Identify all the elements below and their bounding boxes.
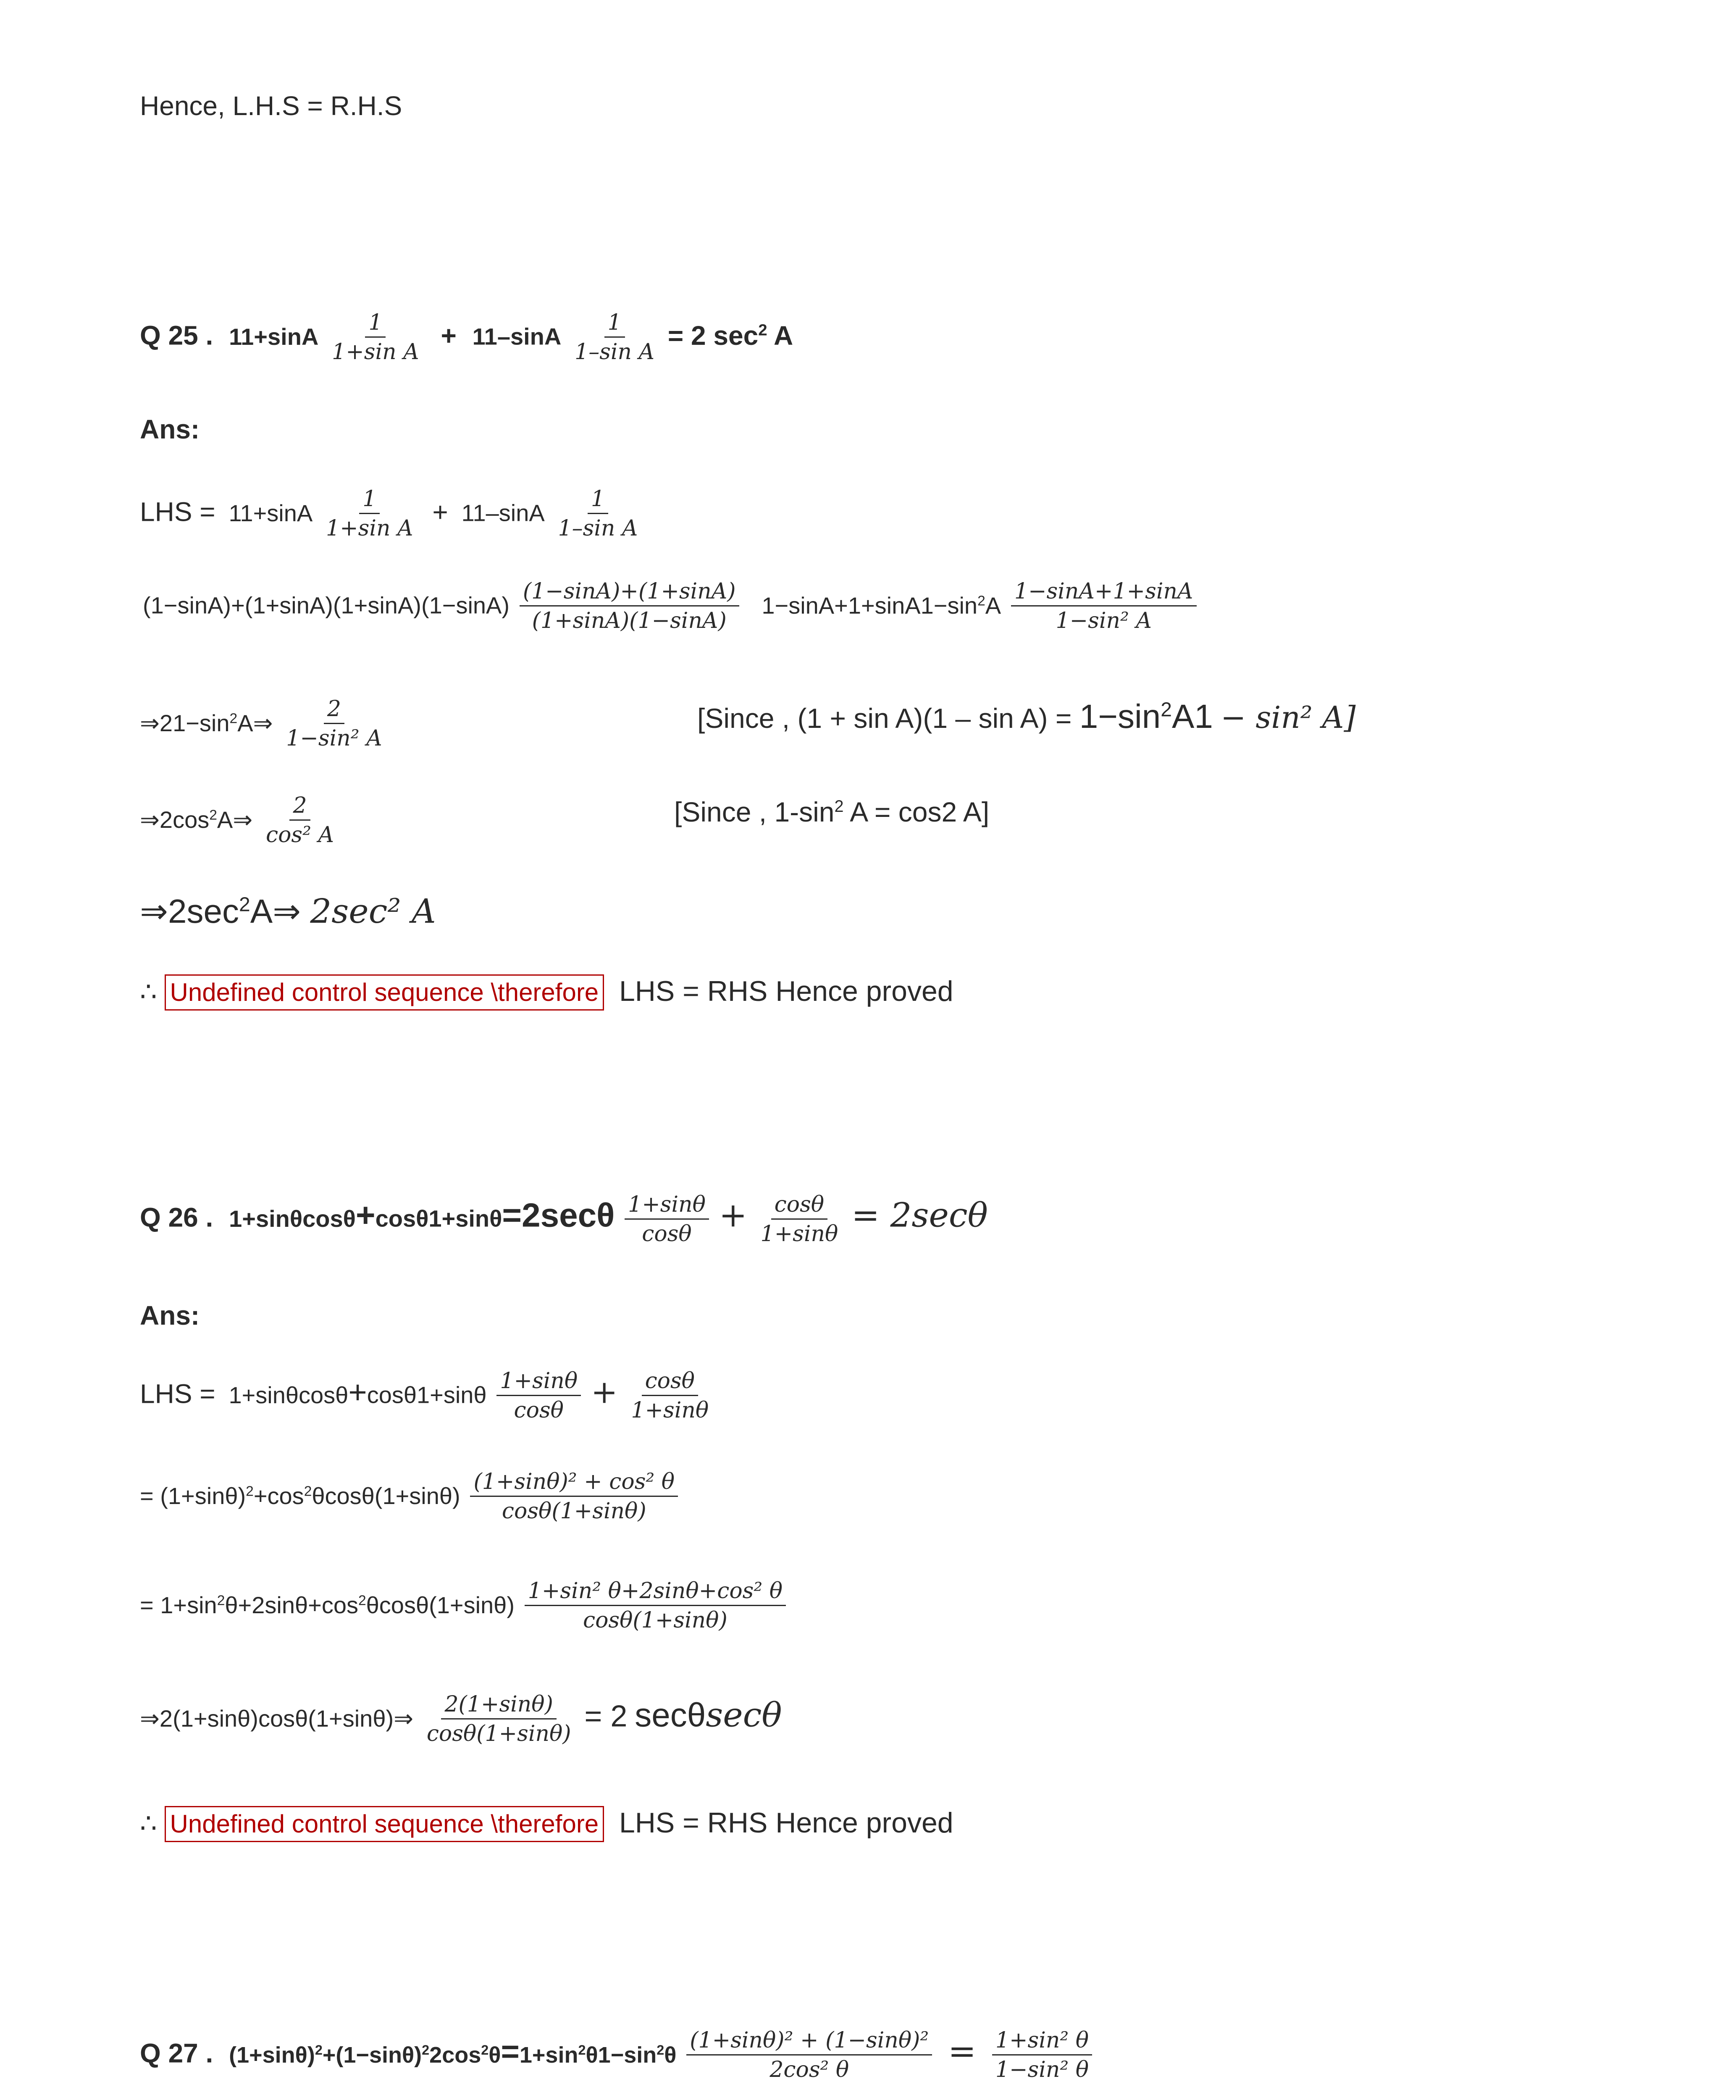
q25-conclusion (140, 974, 953, 1011)
latex-error-box: Undefined control sequence \therefore (165, 974, 604, 1011)
q25-step1b-text: $1-\sin A+1+\sin A1-\sin^2A$ (762, 592, 1001, 619)
q26-step2 (140, 1579, 788, 1633)
q26-lhs-term1: 1+sinθcosθ (228, 1381, 349, 1408)
q26-lhs-term2: cosθ1+sinθ (367, 1381, 487, 1408)
q25-frac1: $\frac{1}{\text{1+sin A}}$ (332, 310, 419, 365)
q25-step2-frac: $\frac{2}{\text{1−sin² A}}$ (286, 696, 382, 751)
q26-lhs: LHS = 1+sinθcosθ+cosθ1+sinθ $\frac{1+\sin\theta}{\cos\theta}$ + $\frac{\cos\theta}{1+\sin\theta}$ (140, 1369, 714, 1423)
q25-conclusion-text: LHS = RHS Hence proved (619, 975, 953, 1007)
q25-lhs (140, 487, 643, 541)
q26-step1 (140, 1470, 680, 1523)
q25-lhs-plus: + (432, 496, 448, 527)
q26-lhs-frac2: $\frac{\cos\theta}{1+\sin\theta}$ (631, 1368, 709, 1423)
q25-step1 (143, 580, 1199, 633)
q25-question (140, 311, 793, 364)
q25-term2: 11–sinA (472, 323, 562, 350)
q25-step3-frac: $\frac{2}{\text{cos² A}}$ (265, 793, 334, 848)
q25-step4: $\Rightarrow 2\sec^2A\Rightarrow$ 2sec² A (140, 892, 436, 931)
therefore-symbol: ∴ (140, 976, 157, 1007)
q26-lhs-frac1: $\frac{1+\sin\theta}{\cos\theta}$ (496, 1369, 581, 1423)
latex-error-box: Undefined control sequence \therefore (165, 1806, 604, 1842)
q25-step3-note: [Since , $1-\sin^2$ A = cos2 A] (674, 796, 990, 827)
q26-step3-rhs: = 2 (584, 1699, 628, 1733)
q27-term2: $1+\sin^2\theta 1-\sin^2\theta$ (519, 2042, 677, 2068)
q26-term2: cosθ1+sinθ (375, 1205, 502, 1232)
q26-step3-frac: $\frac{2(1+\sin\theta)}{\cos\theta(1+\sin\theta)}$ (426, 1692, 571, 1747)
q25-label: Q 25 . (140, 320, 213, 351)
q26-step3-rhs-big: secθ (635, 1696, 706, 1734)
q25-lhs-frac2: $\frac{1}{\text{1–sin A}}$ (558, 486, 638, 541)
q25-plus: + (441, 320, 457, 351)
q25-step3 (140, 794, 340, 847)
q25-frac2: $\frac{1}{\text{1–sin A}}$ (575, 310, 655, 365)
q25-lhs-label: LHS = (140, 496, 215, 527)
q26-frac2: $\frac{\cos\theta}{1+\sin\theta}$ (760, 1192, 838, 1247)
q25-step4-text: ⇒2sec (140, 892, 239, 930)
q26-conclusion (140, 1806, 953, 1842)
q26-term1: 1+sinθcosθ (229, 1205, 356, 1232)
q26-step2-frac: $\frac{\text{1+sin² θ+2sinθ+cos² θ}}{\cos\theta(1+\sin\theta)}$ (525, 1579, 786, 1633)
q25-step1-frac: $\frac{(1-\sin A)+(1+\sin A)}{(1+\sin A)(1-\sin A)}$ (520, 580, 739, 633)
q25-lhs-frac1: $\frac{1}{\text{1+sin A}}$ (326, 486, 413, 541)
q25-step1-text: (1−sinA)+(1+sinA)(1+sinA)(1−sinA) (143, 592, 510, 619)
q25-rhs: = 2 $\sec^2 A$ (667, 320, 793, 351)
q25-step1b-frac: $\frac{1-\sin A+1+\sin A}{\text{1−sin² A}}$ (1011, 580, 1197, 633)
q26-rhs-math: = 2secθ (851, 1195, 988, 1235)
q25-ans-label: Ans: (140, 414, 200, 444)
q27-question: Q 27 . $(1+\sin\theta)^2+(1-\sin\theta)^22\cos^2\theta=1+\sin^2\theta 1-\sin^2\theta$ $\frac{\text{(1+sinθ)² + (1−sinθ)²}}{\text{2cos² θ}}$ = $\frac{\text{1+sin² θ}}{\text{1−sin² θ}}$ (140, 2029, 1095, 2082)
q25-step4-math: 2sec² A (310, 892, 436, 931)
q25-step2-text: $\Rightarrow 21-\sin^2A\Rightarrow$ (140, 709, 273, 737)
q25-step2-note: [Since , $(1 + \sin A)(1 - \sin A) = 1-\sin^2A1 - \sin^2$ A] (697, 698, 1356, 735)
q26-step3-rhs-math: secθ (706, 1695, 782, 1735)
q26-step2-text: = $1+\sin^2\theta+2\sin\theta+\cos^2\theta\cos\theta(1+\sin\theta)$ (140, 1591, 515, 1618)
therefore-symbol: ∴ (140, 1808, 157, 1838)
q27-eq: = (501, 2034, 520, 2070)
q26-step3 (140, 1693, 782, 1746)
q26-label: Q 26 . (140, 1202, 213, 1233)
q25-step3-text: $\Rightarrow 2\cos^2A\Rightarrow$ (140, 806, 253, 834)
q25-term1: 11+sinA (229, 323, 319, 350)
q27-frac2: $\frac{\text{1+sin² θ}}{\text{1−sin² θ}}$ (992, 2029, 1092, 2082)
q26-question: Q 26 . 1+sinθcosθ+cosθ1+sinθ=2secθ $\frac{1+\sin\theta}{\cos\theta}$ + $\frac{\cos\theta}{1+\sin\theta}$ = 2secθ (140, 1192, 988, 1247)
q26-frac1: $\frac{1+\sin\theta}{\cos\theta}$ (625, 1193, 709, 1246)
q26-step1-frac: $\frac{\text{(1+sinθ)² + cos² θ}}{\cos\theta(1+\sin\theta)}$ (470, 1470, 678, 1523)
q26-plus: + (355, 1196, 376, 1234)
q26-eq: =2secθ (502, 1196, 615, 1234)
q26-conclusion-text: LHS = RHS Hence proved (619, 1807, 953, 1839)
q26-lhs-label: LHS = (140, 1378, 215, 1409)
q27-term1: $(1+\sin\theta)^2+(1-\sin\theta)^22\cos^2\theta$ (229, 2042, 501, 2068)
hence-lhs-rhs: Hence, L.H.S = R.H.S (140, 91, 402, 121)
q27-frac1: $\frac{\text{(1+sinθ)² + (1−sinθ)²}}{\text{2cos² θ}}$ (686, 2029, 932, 2082)
q26-step3-text: ⇒2(1+sinθ)cosθ(1+sinθ)⇒ (140, 1705, 414, 1732)
q25-lhs-term2: 11–sinA (461, 499, 545, 526)
q26-step1-text: = $(1+\sin\theta)^2+\cos^2\theta\cos\theta(1+\sin\theta)$ (140, 1482, 460, 1509)
q25-lhs-term1: 11+sinA (228, 499, 313, 526)
q27-label: Q 27 . (140, 2038, 213, 2068)
q26-ans-label: Ans: (140, 1300, 200, 1331)
q25-step2 (140, 697, 388, 751)
